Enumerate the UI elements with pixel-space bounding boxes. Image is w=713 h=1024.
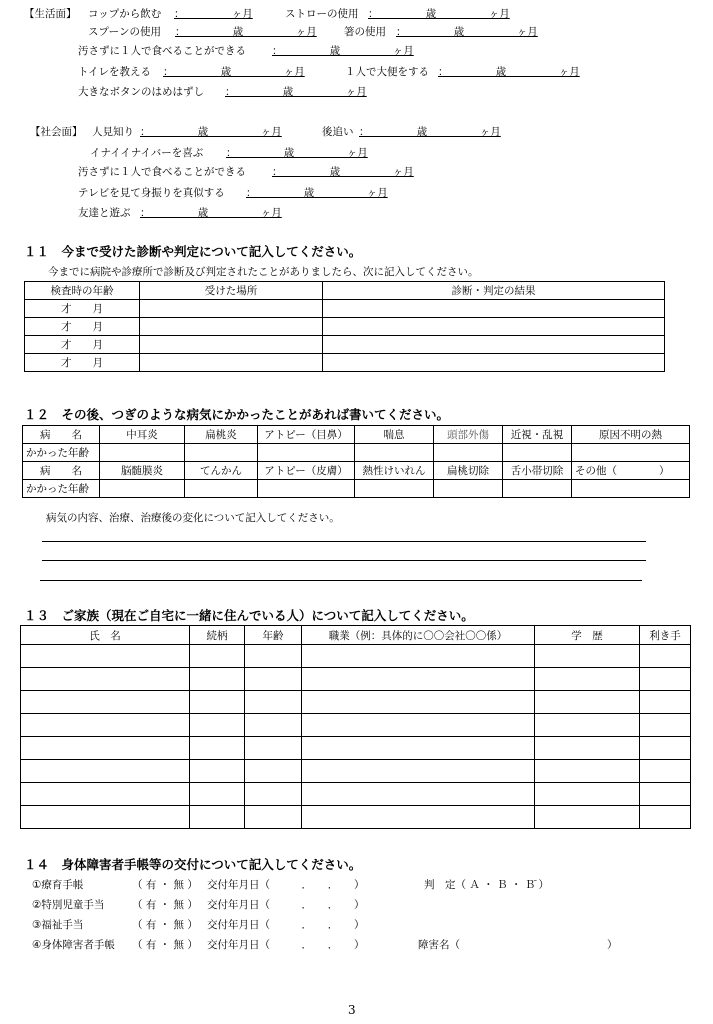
toilet-field[interactable]: ： 歳 ヶ月 — [163, 66, 305, 78]
friends-label: 友達と遊ぶ — [78, 207, 131, 219]
cell[interactable] — [21, 668, 190, 691]
spoon-field[interactable]: ： 歳 ヶ月 — [175, 26, 317, 38]
section-13-title: １３ ご家族（現在ご自宅に一緒に住んでいる人）について記入してください。 — [24, 608, 474, 623]
cell[interactable] — [302, 714, 535, 737]
age-cell[interactable] — [503, 444, 572, 462]
age-cell[interactable] — [572, 480, 690, 498]
peekaboo-field[interactable]: ： 歳 ヶ月 — [226, 147, 368, 159]
col-result: 診断・判定の結果 — [323, 282, 665, 300]
label-age: かかった年齢 — [23, 444, 100, 462]
illness-meningitis: 脳髄膜炎 — [100, 462, 185, 480]
cell[interactable] — [190, 737, 245, 760]
illness-epilepsy: てんかん — [185, 462, 258, 480]
table-row[interactable]: 才 月 — [25, 336, 140, 354]
cup-label: コップから飲む — [88, 8, 162, 20]
cell[interactable] — [245, 691, 302, 714]
label-disease: 病 名 — [23, 462, 100, 480]
place-cell[interactable] — [140, 318, 323, 336]
result-cell[interactable] — [323, 336, 665, 354]
follow-field[interactable]: ： 歳 ヶ月 — [359, 126, 501, 138]
place-cell[interactable] — [140, 300, 323, 318]
bowel-field[interactable]: ： 歳 ヶ月 — [438, 66, 580, 78]
cell[interactable] — [190, 645, 245, 668]
result-cell[interactable] — [323, 354, 665, 372]
imitate-field[interactable]: ： 歳 ヶ月 — [246, 187, 388, 199]
illness-head-injury: 頭部外傷 — [434, 426, 503, 444]
shyness-field[interactable]: ： 歳 ヶ月 — [140, 126, 282, 138]
diagnosis-table — [24, 281, 665, 372]
table-row[interactable]: 才 月 — [25, 300, 140, 318]
cell[interactable] — [535, 714, 640, 737]
table-row — [21, 806, 691, 829]
col-relation: 続柄 — [190, 626, 245, 645]
cell[interactable] — [21, 691, 190, 714]
illness-table — [22, 425, 690, 498]
cell[interactable] — [302, 668, 535, 691]
cell[interactable] — [535, 783, 640, 806]
table-row — [21, 737, 691, 760]
imitate-label: テレビを見て身振りを真似する — [78, 187, 225, 199]
illness-frenulum: 舌小帯切除 — [503, 462, 572, 480]
cell[interactable] — [640, 714, 691, 737]
age-cell[interactable] — [258, 480, 355, 498]
col-age: 年齢 — [245, 626, 302, 645]
cell[interactable] — [190, 691, 245, 714]
cell[interactable] — [535, 737, 640, 760]
cell[interactable] — [245, 806, 302, 829]
col-exam-age: 検査時の年齢 — [25, 282, 140, 300]
cell[interactable] — [245, 737, 302, 760]
col-occupation: 職業（例：具体的に〇〇会社〇〇係） — [302, 626, 535, 645]
age-cell[interactable] — [100, 444, 185, 462]
item-disability-name[interactable]: 障害名（ ） — [418, 939, 618, 951]
item-ryoiku-judgement[interactable]: 判 定（ Ａ ・ Ｂ ・ Ｂ̄ ） — [424, 879, 550, 891]
label-age: かかった年齢 — [23, 480, 100, 498]
cup-field[interactable]: ： ヶ月 — [174, 8, 253, 20]
cell[interactable] — [190, 668, 245, 691]
cell[interactable] — [640, 691, 691, 714]
cell[interactable] — [535, 691, 640, 714]
item-ryoiku-choice[interactable]: （ 有 ・ 無 ） — [132, 879, 198, 891]
cell[interactable] — [302, 783, 535, 806]
label-disease: 病 名 — [23, 426, 100, 444]
cell[interactable] — [302, 737, 535, 760]
illness-febrile-seizure: 熱性けいれん — [355, 462, 434, 480]
friends-field[interactable]: ： 歳 ヶ月 — [140, 207, 282, 219]
item-disability-book-choice[interactable]: （ 有 ・ 無 ） — [132, 939, 198, 951]
section-11-subtitle: 今までに病院や診療所で診断及び判定されたことがありましたら、次に記入してください。 — [48, 266, 479, 278]
cell[interactable] — [245, 760, 302, 783]
chopsticks-label: 箸の使用 — [344, 26, 386, 38]
toilet-label: トイレを教える — [78, 66, 151, 78]
straw-label: ストローの使用 — [285, 8, 359, 20]
social-eat-label: 汚さずに１人で食べることができる — [78, 166, 246, 178]
cell[interactable] — [535, 645, 640, 668]
col-handedness: 利き手 — [640, 626, 691, 645]
illness-tonsillitis: 扁桃炎 — [185, 426, 258, 444]
family-table — [20, 625, 691, 829]
cell[interactable] — [245, 645, 302, 668]
age-cell[interactable] — [434, 480, 503, 498]
button-label: 大きなボタンのはめはずし — [78, 86, 204, 98]
result-cell[interactable] — [323, 300, 665, 318]
result-cell[interactable] — [323, 318, 665, 336]
item-ryoiku-date[interactable]: 交付年月日（ ． ． ） — [207, 879, 365, 891]
cell[interactable] — [190, 760, 245, 783]
place-cell[interactable] — [140, 354, 323, 372]
bowel-label: １人で大便をする — [345, 66, 429, 78]
cell[interactable] — [21, 806, 190, 829]
cell[interactable] — [640, 806, 691, 829]
illness-atopy-skin: アトピー（皮膚） — [258, 462, 355, 480]
section-11-title: １１ 今まで受けた診断や判定について記入してください。 — [24, 244, 362, 259]
cell[interactable] — [21, 714, 190, 737]
note-line-2[interactable] — [42, 560, 646, 561]
age-cell[interactable] — [100, 480, 185, 498]
age-cell[interactable] — [572, 444, 690, 462]
table-row — [21, 668, 691, 691]
age-cell[interactable] — [185, 444, 258, 462]
illness-asthma: 喘息 — [355, 426, 434, 444]
item-special-allowance-label: ②特別児童手当 — [32, 899, 105, 911]
eat-clean-label: 汚さずに１人で食べることができる — [78, 45, 246, 57]
illness-note: 病気の内容、治療、治療後の変化について記入してください。 — [46, 512, 340, 524]
section-14-title: １４ 身体障害者手帳等の交付について記入してください。 — [24, 857, 362, 872]
item-special-allowance-choice[interactable]: （ 有 ・ 無 ） — [132, 899, 198, 911]
age-cell[interactable] — [503, 480, 572, 498]
age-cell[interactable] — [355, 480, 434, 498]
peekaboo-label: イナイイナイバーを喜ぶ — [90, 147, 204, 159]
age-cell[interactable] — [258, 444, 355, 462]
cell[interactable] — [640, 668, 691, 691]
cell[interactable] — [535, 668, 640, 691]
chopsticks-field[interactable]: ： 歳 ヶ月 — [396, 26, 538, 38]
col-name: 氏 名 — [21, 626, 190, 645]
item-welfare-date[interactable]: 交付年月日（ ． ． ） — [207, 919, 365, 931]
illness-atopy-nose: アトピー（目鼻） — [258, 426, 355, 444]
button-field[interactable]: ： 歳 ヶ月 — [225, 86, 367, 98]
cell[interactable] — [302, 691, 535, 714]
place-cell[interactable] — [140, 336, 323, 354]
section-12-title: １２ その後、つぎのような病気にかかったことがあれば書いてください。 — [24, 407, 450, 422]
cell[interactable] — [245, 714, 302, 737]
cell[interactable] — [190, 806, 245, 829]
item-disability-book-label: ④身体障害者手帳 — [32, 939, 115, 951]
cell[interactable] — [245, 668, 302, 691]
age-cell[interactable] — [355, 444, 434, 462]
cell[interactable] — [640, 737, 691, 760]
table-row — [21, 645, 691, 668]
note-line-3[interactable] — [40, 580, 642, 581]
social-header: 【社会面】 — [30, 126, 83, 138]
cell[interactable] — [302, 645, 535, 668]
page-number: 3 — [348, 1003, 356, 1017]
age-cell[interactable] — [434, 444, 503, 462]
cell[interactable] — [190, 783, 245, 806]
table-row — [21, 691, 691, 714]
cell[interactable] — [21, 645, 190, 668]
table-row[interactable]: 才 月 — [25, 318, 140, 336]
follow-label: 後追い — [322, 126, 354, 138]
cell[interactable] — [302, 760, 535, 783]
item-welfare-choice[interactable]: （ 有 ・ 無 ） — [132, 919, 198, 931]
social-eat-field[interactable]: ： 歳 ヶ月 — [272, 166, 414, 178]
item-disability-book-date[interactable]: 交付年月日（ ． ． ） — [207, 939, 365, 951]
cell[interactable] — [245, 783, 302, 806]
life-header: 【生活面】 — [24, 8, 77, 20]
item-ryoiku-label: ①療育手帳 — [32, 879, 84, 891]
cell[interactable] — [640, 783, 691, 806]
table-row — [21, 760, 691, 783]
table-row — [21, 783, 691, 806]
cell[interactable] — [302, 806, 535, 829]
cell[interactable] — [640, 645, 691, 668]
item-welfare-label: ③福祉手当 — [32, 919, 84, 931]
cell[interactable] — [640, 760, 691, 783]
illness-other[interactable]: その他（ ） — [572, 462, 690, 480]
shyness-label: 人見知り — [92, 126, 134, 138]
spoon-label: スプーンの使用 — [88, 26, 161, 38]
table-row[interactable]: 才 月 — [25, 354, 140, 372]
table-row — [21, 714, 691, 737]
straw-field[interactable]: ： 歳 ヶ月 — [368, 8, 510, 20]
cell[interactable] — [535, 760, 640, 783]
illness-myopia: 近視・乱視 — [503, 426, 572, 444]
illness-otitis: 中耳炎 — [100, 426, 185, 444]
note-line-1[interactable] — [42, 541, 646, 542]
illness-fever: 原因不明の熱 — [572, 426, 690, 444]
col-education: 学 歴 — [535, 626, 640, 645]
item-special-allowance-date[interactable]: 交付年月日（ ． ． ） — [207, 899, 365, 911]
cell[interactable] — [21, 737, 190, 760]
age-cell[interactable] — [185, 480, 258, 498]
cell[interactable] — [190, 714, 245, 737]
eat-clean-field[interactable]: ： 歳 ヶ月 — [272, 45, 414, 57]
illness-tonsillectomy: 扁桃切除 — [434, 462, 503, 480]
cell[interactable] — [21, 783, 190, 806]
col-place: 受けた場所 — [140, 282, 323, 300]
cell[interactable] — [21, 760, 190, 783]
cell[interactable] — [535, 806, 640, 829]
